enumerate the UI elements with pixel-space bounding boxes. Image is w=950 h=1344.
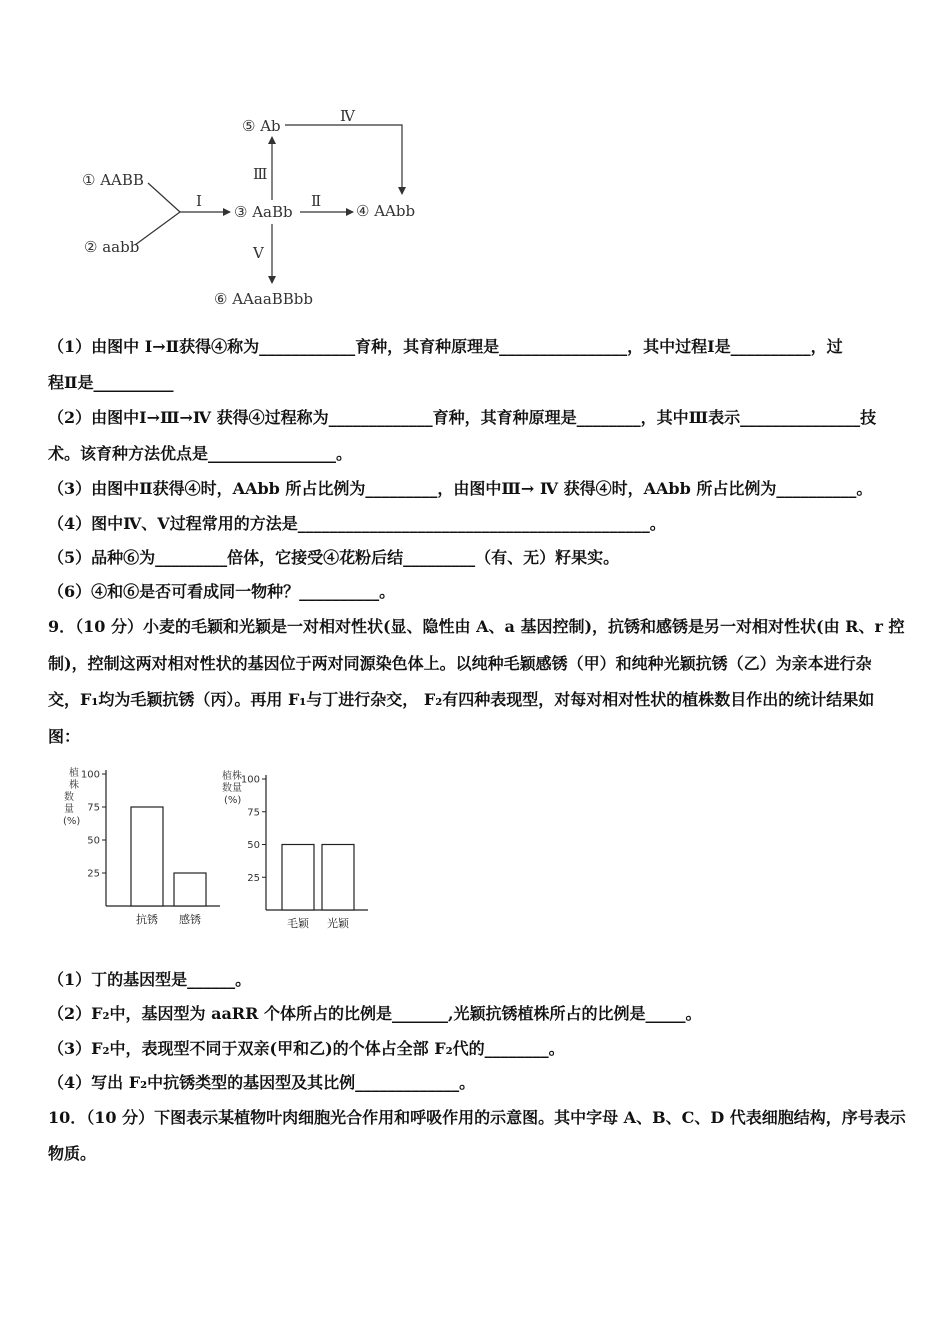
node-n5: ⑤ Ab	[242, 117, 281, 135]
q8-part3: （3）由图中Ⅱ获得④时，AAbb 所占比例为_________，由图中Ⅲ→ Ⅳ 获得④时，AAbb 所占比例为__________。	[48, 479, 873, 498]
chart1-y-tick-label: 75	[87, 802, 100, 814]
chart2-bar	[282, 845, 314, 911]
chart1-ylabel: 数	[64, 792, 74, 803]
q9-stem-line4: 图：	[48, 727, 81, 746]
chart2-ylabel: 数量	[222, 783, 242, 794]
chart1-category-label: 感锈	[179, 913, 201, 926]
q9-part2: （2）F₂中，基因型为 aaRR 个体所占的比例是_______,光颖抗锈植株所占的比例是_____。	[48, 1004, 702, 1023]
q9-stem-line3: 交，F₁均为毛颖抗锈（丙）。再用 F₁与丁进行杂交， F₂有四种表现型，对每对相对性状的植株数目作出的统计结果如	[48, 690, 875, 709]
q8-part1-line2: 程Ⅱ是__________	[48, 373, 174, 392]
step-label-4: Ⅳ	[340, 107, 355, 125]
q9-part1: （1）丁的基因型是______。	[48, 970, 252, 989]
chart1-ylabel: 量	[64, 804, 74, 815]
chart1-ylabel: (%)	[63, 816, 81, 827]
q8-part6: （6）④和⑥是否可看成同一物种？__________。	[48, 582, 396, 601]
q10-stem-line2: 物质。	[48, 1144, 97, 1163]
chart1-ylabel: 植	[69, 768, 79, 779]
q8-part2-line1: （2）由图中Ⅰ→Ⅲ→Ⅳ 获得④过程称为_____________育种，其育种原理是________，其中Ⅲ表示_______________技	[48, 408, 877, 427]
line-n2-to-junction	[135, 212, 180, 245]
line-n1-to-junction	[148, 183, 180, 212]
chart1-bar	[131, 807, 163, 906]
node-n1: ① AABB	[82, 171, 144, 189]
chart1-bar	[174, 873, 206, 906]
chart2-bar	[322, 845, 354, 911]
chart1-y-tick-label: 100	[80, 769, 100, 781]
chart1-category-label: 抗锈	[136, 913, 158, 926]
step-label-3: Ⅲ	[253, 165, 268, 183]
chart2-ylabel: (%)	[224, 795, 242, 806]
q10-stem-line1: 10．（10 分）下图表示某植物叶肉细胞光合作用和呼吸作用的示意图。其中字母 A、B、C、D 代表细胞结构，序号表示	[48, 1108, 906, 1127]
chart2-y-tick-label: 75	[247, 807, 260, 819]
step-label-1: Ⅰ	[196, 192, 202, 210]
chart2-y-tick-label: 25	[247, 872, 260, 884]
chart1-y-tick-label: 25	[87, 868, 100, 880]
chart1-y-tick-label: 50	[87, 835, 100, 847]
q9-stem-line1: 9．（10 分）小麦的毛颖和光颖是一对相对性状(显、隐性由 A、a 基因控制)，抗锈和感锈是另一对相对性状(由 R、r 控	[48, 617, 905, 636]
chart2-y-tick-label: 100	[240, 774, 260, 786]
q8-part5: （5）品种⑥为_________倍体，它接受④花粉后结_________（有、无）籽果实。	[48, 548, 620, 567]
q9-part4: （4）写出 F₂中抗锈类型的基因型及其比例_____________。	[48, 1073, 476, 1092]
node-n3: ③ AaBb	[234, 203, 293, 221]
chart-glume	[218, 767, 378, 937]
chart2-category-label: 光颖	[327, 917, 349, 930]
step-label-2: Ⅱ	[311, 192, 322, 210]
q9-part3: （3）F₂中，表现型不同于双亲(甲和乙)的个体占全部 F₂代的________。	[48, 1039, 565, 1058]
chart2-ylabel: 植株	[222, 771, 242, 782]
node-n2: ② aabb	[84, 238, 140, 256]
breeding-diagram	[60, 100, 460, 315]
arrow-step-4	[285, 125, 402, 194]
node-n6: ⑥ AAaaBBbb	[214, 290, 314, 308]
q8-part4: （4）图中Ⅳ、Ⅴ过程常用的方法是____________________________________________。	[48, 514, 666, 533]
chart2-y-tick-label: 50	[247, 840, 260, 851]
q8-part2-line2: 术。该育种方法优点是________________。	[48, 444, 353, 463]
chart-resistance	[55, 762, 225, 937]
q9-stem-line2: 制)，控制这两对相对性状的基因位于两对同源染色体上。以纯种毛颖感锈（甲）和纯种光颖抗锈（乙）为亲本进行杂	[48, 654, 872, 673]
step-label-5: Ⅴ	[253, 244, 264, 262]
chart1-ylabel: 株	[69, 780, 79, 791]
node-n4: ④ AAbb	[356, 202, 416, 220]
q8-part1-line1: （1）由图中 Ⅰ→Ⅱ获得④称为____________育种，其育种原理是________________，其中过程Ⅰ是__________，过	[48, 337, 843, 356]
chart2-category-label: 毛颖	[287, 917, 309, 930]
